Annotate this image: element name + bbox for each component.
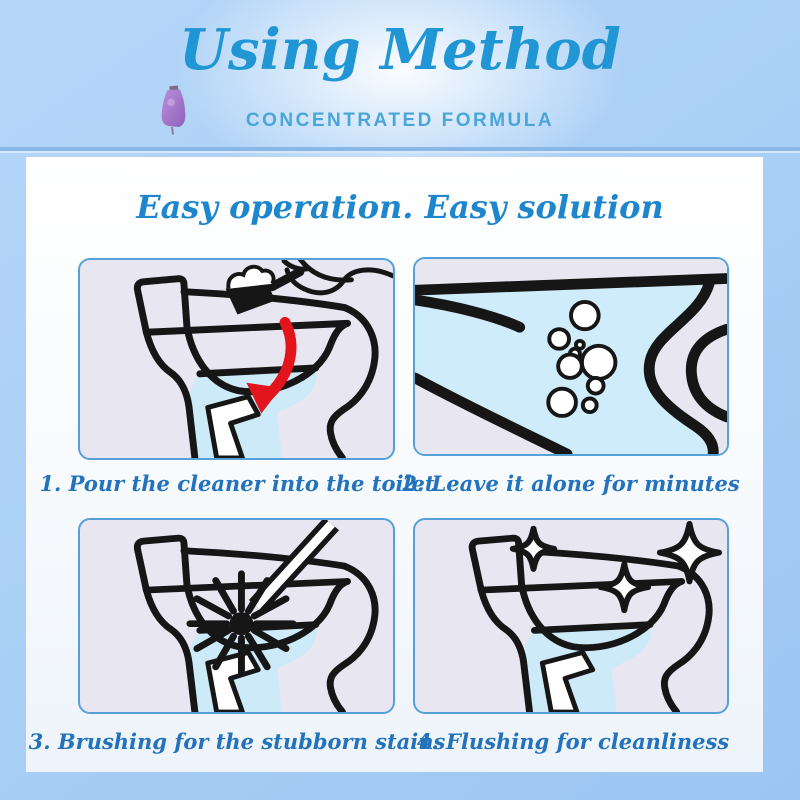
header-divider [0,147,800,153]
step-4-caption: 4. Flushing for cleanliness [416,729,730,754]
section-heading: Easy operation. Easy solution [136,188,664,226]
subtitle: CONCENTRATED FORMULA [245,110,555,131]
step-3-caption: 3. Brushing for the stubborn stains [28,729,446,754]
sparkle-clean-illustration [415,520,727,712]
toilet-icon [472,538,709,712]
sparkles-icon [513,524,719,610]
soaking-bubbles-illustration [415,259,727,454]
hand-pouring-icon [226,260,393,314]
step-3-panel [78,518,395,714]
step-2-caption: 2. Leave it alone for minutes [402,471,740,496]
pour-cleaner-illustration [80,260,393,458]
step-1-panel [78,258,395,460]
brushing-illustration [80,520,393,712]
step-4-panel [413,518,729,714]
page-title: Using Method [179,17,621,83]
step-2-panel [413,257,729,456]
step-1-caption: 1. Pour the cleaner into the toilet [39,471,435,496]
